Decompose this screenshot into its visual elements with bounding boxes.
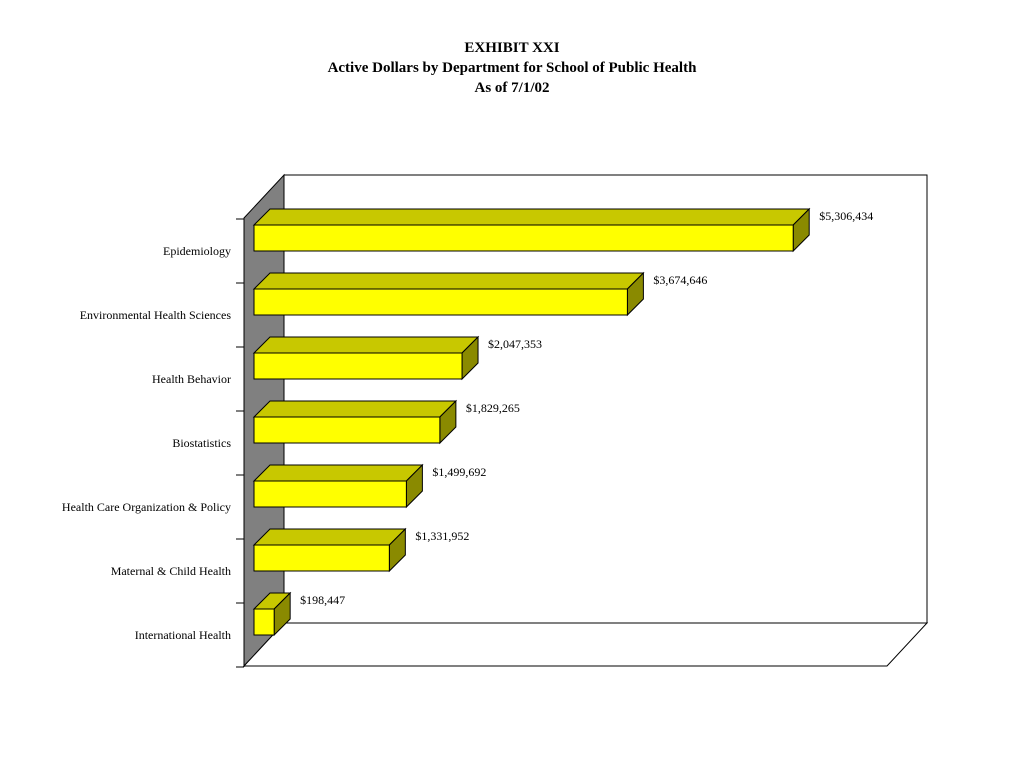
bar-top-face bbox=[254, 529, 405, 545]
category-label: Biostatistics bbox=[172, 436, 231, 450]
category-label: Health Behavior bbox=[152, 372, 231, 386]
data-label: $3,674,646 bbox=[653, 273, 708, 287]
category-label: Environmental Health Sciences bbox=[79, 308, 231, 322]
bar-top-face bbox=[254, 337, 478, 353]
bar-maternal-child-health bbox=[254, 529, 405, 571]
data-label: $5,306,434 bbox=[819, 209, 874, 223]
data-label: $1,331,952 bbox=[415, 529, 470, 543]
bar-top-face bbox=[254, 209, 809, 225]
data-label: $1,829,265 bbox=[465, 401, 520, 415]
chart-subtitle: Active Dollars by Department for School of Public Health bbox=[327, 60, 697, 76]
chart-title: EXHIBIT XXI bbox=[464, 40, 560, 56]
category-label: Epidemiology bbox=[163, 244, 231, 258]
data-label: $2,047,353 bbox=[488, 337, 543, 351]
bar-epidemiology bbox=[254, 209, 809, 251]
floor bbox=[244, 623, 927, 666]
axis-ticks bbox=[236, 218, 244, 667]
bar-top-face bbox=[254, 273, 643, 289]
category-labels bbox=[62, 244, 231, 642]
chart-date: As of 7/1/02 bbox=[474, 80, 550, 96]
category-label: Health Care Organization & Policy bbox=[61, 500, 231, 514]
bar-front-face bbox=[254, 481, 406, 507]
category-label: Maternal & Child Health bbox=[110, 564, 231, 578]
bar-biostatistics bbox=[254, 401, 456, 443]
data-label: $1,499,692 bbox=[432, 465, 487, 479]
bar-front-face bbox=[254, 353, 462, 379]
bar-environmental-health-sciences bbox=[254, 273, 643, 315]
bar-top-face bbox=[254, 401, 456, 417]
bar-front-face bbox=[254, 225, 793, 251]
bar-front-face bbox=[254, 417, 440, 443]
bar-front-face bbox=[254, 609, 274, 635]
bar-front-face bbox=[254, 289, 627, 315]
bar-top-face bbox=[254, 465, 422, 481]
bar-health-behavior bbox=[254, 337, 478, 379]
bar-front-face bbox=[254, 545, 389, 571]
bar-health-care-organization-policy bbox=[254, 465, 422, 507]
category-label: International Health bbox=[134, 628, 231, 642]
data-label: $198,447 bbox=[300, 593, 346, 607]
